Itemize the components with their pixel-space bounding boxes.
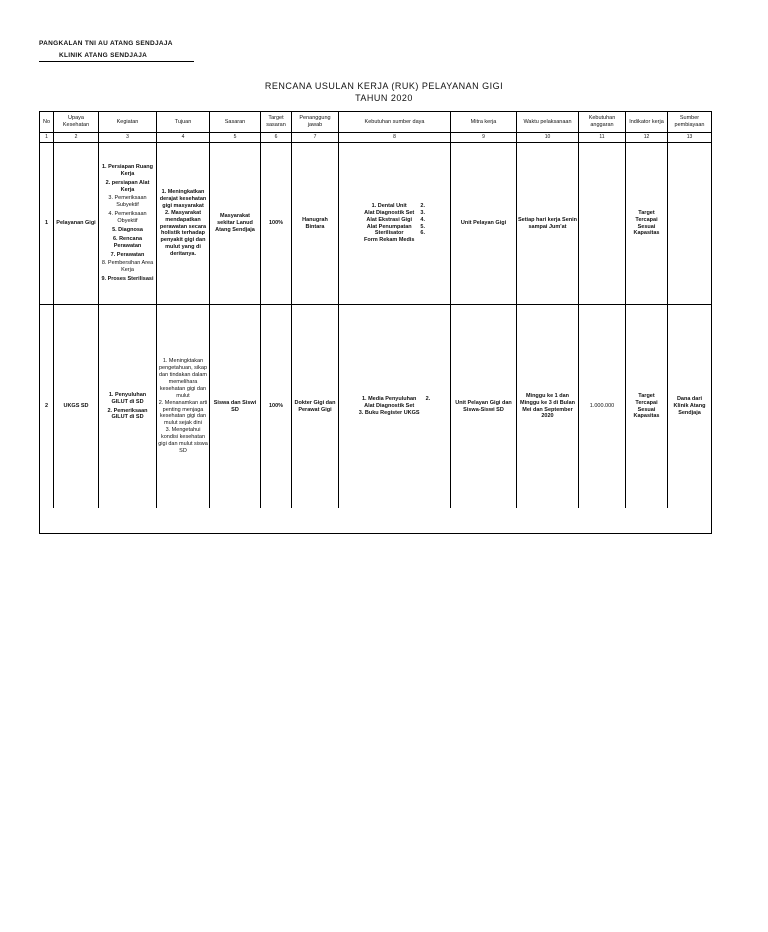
sumber-daya-num: 2. [425,396,431,403]
row-no: 2 [40,305,54,509]
row-upaya: Pelayanan Gigi [54,143,99,305]
table-bottom-frame [39,506,712,534]
sumber-daya-num: 3. [420,209,426,216]
col-header: No [40,112,54,133]
row-pembiayaan [668,143,712,305]
col-number: 3 [99,133,157,143]
sumber-daya-num: 4. [420,216,426,223]
row-mitra: Unit Pelayan Gigi [451,143,517,305]
sumber-daya-num: 6. [420,230,426,237]
row-upaya: UKGS SD [54,305,99,509]
col-header: Target sasaran [261,112,292,133]
col-number: 1 [40,133,54,143]
sumber-daya-item: 3. Buku Register UKGS [358,409,420,416]
col-number: 5 [210,133,261,143]
table-row [40,305,712,509]
col-number: 2 [54,133,99,143]
tujuan-item: 2. Menanamkan arti penting menjaga kesehatan gigi dan mulut sejak dini [158,399,208,427]
row-waktu: Setiap hari kerja Senin sampai Jum'at [517,143,579,305]
col-header: Penanggung jawab [292,112,339,133]
row-kegiatan [99,143,157,305]
kegiatan-item: 5. Diagnosa [112,226,143,233]
row-sumber-daya [339,305,451,509]
col-header: Kebutuhan anggaran [579,112,626,133]
kegiatan-item: 4. Pemeriksaan Obyektif [108,211,147,225]
row-sasaran: Masyarakat sekitar Lanud Atang Sendjaja [210,143,261,305]
row-penanggung-jawab: Hanugrah Bintara [292,143,339,305]
institution-name: PANGKALAN TNI AU ATANG SENDJAJA [39,40,173,47]
col-header: Indikator kerja [626,112,668,133]
col-number: 11 [579,133,626,143]
col-number: 10 [517,133,579,143]
row-mitra: Unit Pelayan Gigi dan Siswa-Siswi SD [451,305,517,509]
ruk-table [39,111,712,508]
row-sasaran: Siswa dan Siswi SD [210,305,261,509]
row-indikator: Target Tercapai Sesuai Kapasitas [626,143,668,305]
tujuan-item: 1. Meningkatkan derajat kesehatan gigi masyarakat [159,189,207,209]
sumber-daya-item: Alat Diagnostik Set [364,403,415,410]
row-penanggung-jawab: Dokter Gigi dan Perawat Gigi [292,305,339,509]
row-tujuan [157,143,210,305]
column-number-row [40,133,712,143]
kegiatan-item: 7. Perawatan [110,251,145,258]
sumber-daya-num: 5. [420,223,426,230]
clinic-name: KLINIK ATANG SENDJAJA [59,52,148,59]
column-header-row [40,112,712,133]
institution-header [39,40,173,59]
sumber-daya-num: 2. [420,202,426,209]
col-header: Waktu pelaksanaan [517,112,579,133]
col-number: 4 [157,133,210,143]
kegiatan-item: 6. Rencana Perawatan [112,235,143,249]
row-anggaran [579,143,626,305]
col-header: Sumber pembiayaan [668,112,712,133]
col-header: Kegiatan [99,112,157,133]
tujuan-item: 1. Meningktakan pengetahuan, sikap dan tindakan dalam memelihara kesehatan gigi dan mulut [158,358,207,399]
row-waktu: Minggu ke 1 dan Minggu ke 3 di Bulan Mei dan September 2020 [517,305,579,509]
tujuan-item: 2. Masyarakat mendapatkan perawatan secara holistik terhadap penyakit gigi dan mulut yang di deritanya. [159,209,207,257]
row-no: 1 [40,143,54,305]
kegiatan-item: 9. Proses Sterilisasi [101,276,154,283]
row-pembiayaan: Dana dari Klinik Atang Sendjaja [668,305,712,509]
document-title: RENCANA USULAN KERJA (RUK) PELAYANAN GIGI [264,81,504,91]
row-indikator: Target Tercapai Sesuai Kapasitas [626,305,668,509]
col-header: Tujuan [157,112,210,133]
sumber-daya-item: Alat Ekstrasi Gigi [366,216,412,223]
kegiatan-item: 8. Pembersihan Area Kerja [101,260,154,274]
col-header: Mitra kerja [451,112,517,133]
kegiatan-item: 3. Pemeriksaan Subyektif [108,195,147,209]
row-target: 100% [261,143,292,305]
kegiatan-item: 1. Persiapan Ruang Kerja [101,163,154,177]
col-number: 12 [626,133,668,143]
document-year: TAHUN 2020 [355,93,413,103]
row-tujuan [157,305,210,509]
tujuan-item: 3. Mengetahui kondisi kesehatan gigi dan mulut siswa SD [158,427,208,454]
sumber-daya-item: Sterilisator [374,230,404,237]
sumber-daya-item: Form Rekam Medis [363,237,415,244]
kegiatan-item: 2. persiapan Alat Kerja [105,179,150,193]
col-header: Kebutuhan sumber daya [339,112,451,133]
sumber-daya-item: Alat Penumpatan [366,223,412,230]
header-underline [39,61,194,62]
row-kegiatan [99,305,157,509]
col-number: 8 [339,133,451,143]
sumber-daya-item: 1. Media Penyuluhan [361,396,417,403]
sumber-daya-item: 1. Dental Unit [371,202,407,209]
col-number: 13 [668,133,712,143]
row-anggaran: 1.000.000 [579,305,626,509]
row-target: 100% [261,305,292,509]
col-number: 6 [261,133,292,143]
table-row [40,143,712,305]
kegiatan-item: 1. Penyuluhan GILUT di SD [108,391,147,405]
row-sumber-daya [339,143,451,305]
col-header: Sasaran [210,112,261,133]
col-header: Upaya Kesehatan [54,112,99,133]
col-number: 9 [451,133,517,143]
col-number: 7 [292,133,339,143]
sumber-daya-item: Alat Diagnostik Set [364,209,415,216]
kegiatan-item: 2. Pemeriksaan GILUT di SD [107,407,148,421]
